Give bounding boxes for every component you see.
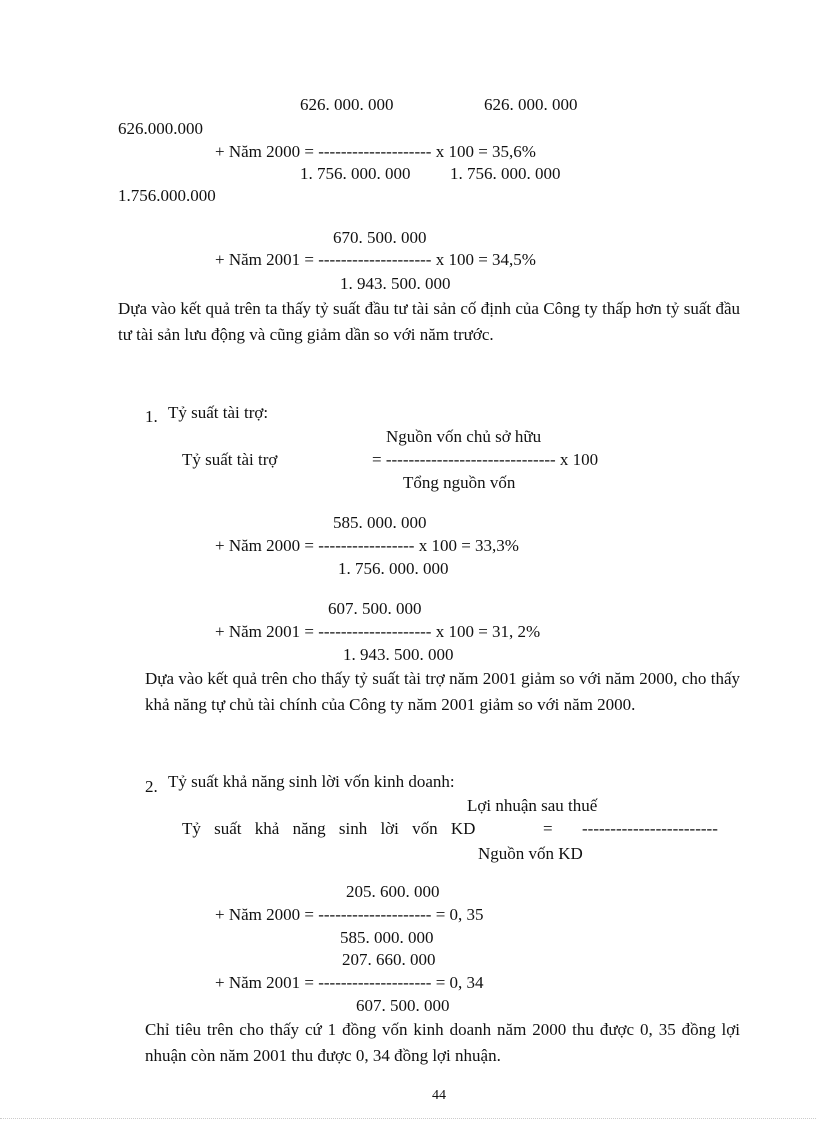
section2-2000-denominator: 585. 000. 000 [340, 928, 434, 947]
block1-denominator-b: 1. 756. 000. 000 [450, 164, 561, 183]
section1-def-line: = ------------------------------ x 100 [372, 450, 599, 469]
section2-2001-formula: + Năm 2001 = -------------------- = 0, 34 [215, 973, 484, 992]
page-number: 44 [432, 1088, 446, 1103]
section2-def-dashes: ------------------------ [582, 819, 718, 838]
section1-def-label: Tỷ suất tài trợ [182, 450, 278, 469]
block1-numerator-a: 626. 000. 000 [300, 95, 394, 114]
section1-title: Tỷ suất tài trợ: [168, 403, 269, 422]
section1-2001-numerator: 607. 500. 000 [328, 599, 422, 618]
section2-number: 2. [145, 777, 158, 796]
block1-formula: + Năm 2000 = -------------------- x 100 = 35,6% [215, 142, 536, 161]
section2-title: Tỷ suất khả năng sinh lời vốn kinh doanh: [168, 772, 455, 791]
section2-def-label: Tỷ suất khả năng sinh lời vốn KD [182, 819, 476, 838]
section2-2001-denominator: 607. 500. 000 [356, 996, 450, 1015]
section1-2000-formula: + Năm 2000 = ----------------- x 100 = 33,3% [215, 536, 519, 555]
block2-numerator: 670. 500. 000 [333, 228, 427, 247]
section2-def-numerator: Lợi nhuận sau thuế [467, 796, 598, 815]
section1-2001-denominator: 1. 943. 500. 000 [343, 645, 454, 664]
section1-2001-formula: + Năm 2001 = -------------------- x 100 = 31, 2% [215, 622, 541, 641]
footer-divider [0, 1118, 816, 1119]
block1-denominator-a: 1. 756. 000. 000 [300, 164, 411, 183]
block2-denominator: 1. 943. 500. 000 [340, 274, 451, 293]
section2-def-equals: = [543, 819, 553, 838]
section2-def-denominator: Nguồn vốn KD [478, 844, 583, 863]
section1-conclusion: Dựa vào kết quả trên cho thấy tỷ suất tài trợ năm 2001 giảm so với năm 2000, cho thấy khả năng tự chủ tài chính của Công ty năm 2001 giảm so với năm 2000. [145, 669, 740, 714]
block1-numerator-b: 626. 000. 000 [484, 95, 578, 114]
section1-number: 1. [145, 407, 158, 426]
block2-formula: + Năm 2001 = -------------------- x 100 = 34,5% [215, 250, 536, 269]
section2-2000-numerator: 205. 600. 000 [346, 882, 440, 901]
paragraph-fixed-asset-conclusion: Dựa vào kết quả trên ta thấy tỷ suất đầu tư tài sản cố định của Công ty thấp hơn tỷ suất đầu tư tài sản lưu động và cũng giảm dần so với năm trước. [118, 299, 740, 344]
section2-2000-formula: + Năm 2000 = -------------------- = 0, 35 [215, 905, 484, 924]
block1-denominator-c: 1.756.000.000 [118, 186, 216, 205]
section1-2000-numerator: 585. 000. 000 [333, 513, 427, 532]
section1-def-denominator: Tổng nguồn vốn [403, 473, 516, 492]
section1-def-numerator: Nguồn vốn chủ sở hữu [386, 427, 542, 446]
section2-conclusion: Chỉ tiêu trên cho thấy cứ 1 đồng vốn kinh doanh năm 2000 thu được 0, 35 đồng lợi nhuận còn năm 2001 thu được 0, 34 đồng lợi nhuận. [145, 1020, 740, 1065]
block1-numerator-c: 626.000.000 [118, 119, 203, 138]
section2-2001-numerator: 207. 660. 000 [342, 950, 436, 969]
section1-2000-denominator: 1. 756. 000. 000 [338, 559, 449, 578]
